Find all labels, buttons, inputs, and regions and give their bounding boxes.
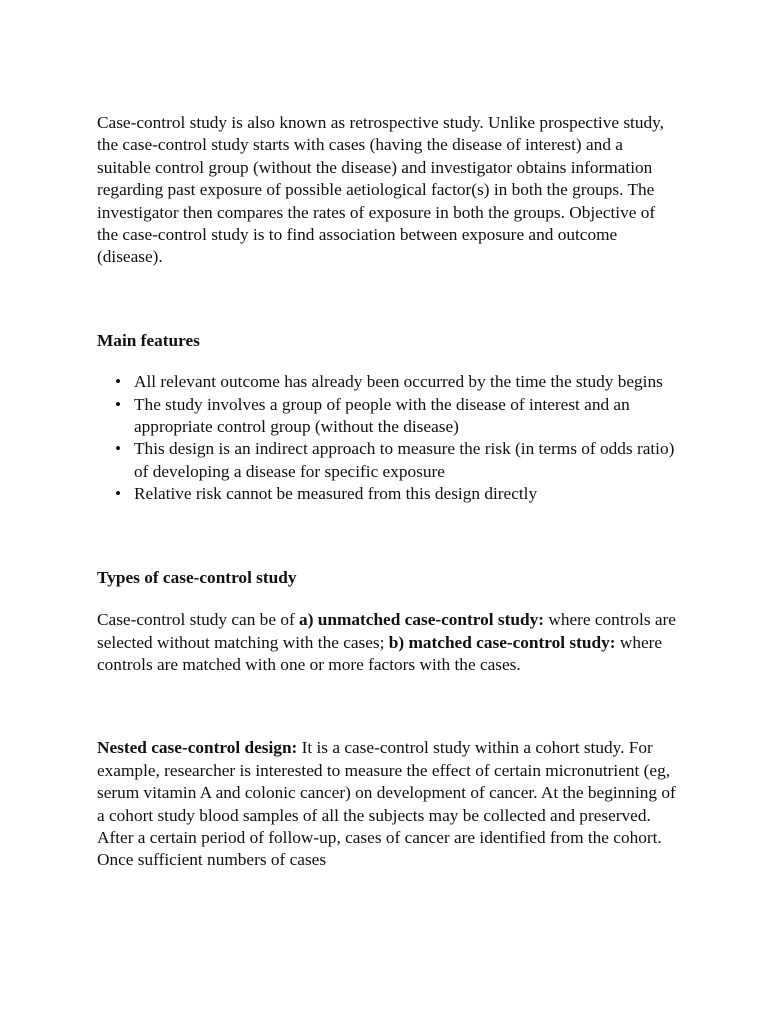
list-item [115, 371, 677, 393]
main-features-list [97, 371, 677, 505]
intro-paragraph: Case-control study is also known as retrospective study. Unlike prospective study, the case-control study starts with cases (having the disease of interest) and a suitable control group (without the disease) and investigator obtains information regarding past exposure of possible aetiological factor(s) in both the groups. The investigator then compares the rates of exposure in both the groups. Objective of the case-control study is to find association between exposure and outcome (disease). [97, 113, 664, 267]
list-item [115, 394, 677, 439]
bullet-icon: • [115, 439, 122, 459]
list-item [115, 483, 677, 505]
bullet-icon: • [115, 394, 122, 414]
nested-label: Nested case-control design: [97, 738, 298, 758]
nested-text: It is a case-control study within a cohort study. For example, researcher is interested to measure the effect of certain micronutrient (eg, serum vitamin A and colonic cancer) on development of cancer. At the beginning of a cohort study blood samples of all the subjects may be collected and preserved. After a certain period of follow-up, cases of cancer are identified from the cohort. Once sufficient numbers of cases [97, 738, 676, 870]
bullet-icon: • [115, 372, 122, 392]
nested-paragraph [97, 737, 677, 871]
bullet-icon: • [115, 484, 122, 504]
list-item [115, 438, 677, 483]
types-text-1: Case-control study can be of [97, 610, 300, 630]
types-text-2: where controls are selected without matching with the cases; [97, 610, 676, 652]
types-text-3: where controls are matched with one or more factors with the cases. [97, 632, 663, 674]
list-item-text: Relative risk cannot be measured from this design directly [134, 484, 538, 504]
types-paragraph [97, 609, 677, 676]
types-heading: Types of case-control study [97, 567, 297, 587]
list-item-text: This design is an indirect approach to measure the risk (in terms of odds ratio) of developing a disease for specific exposure [134, 439, 675, 481]
document-page [97, 112, 677, 872]
main-features-heading: Main features [97, 330, 200, 350]
list-item-text: The study involves a group of people with the disease of interest and an appropriate control group (without the disease) [134, 394, 630, 437]
matched-label: b) matched case-control study: [388, 632, 616, 652]
list-item-text: All relevant outcome has already been occurred by the time the study begins [134, 372, 663, 392]
unmatched-label: a) unmatched case-control study: [299, 610, 545, 630]
